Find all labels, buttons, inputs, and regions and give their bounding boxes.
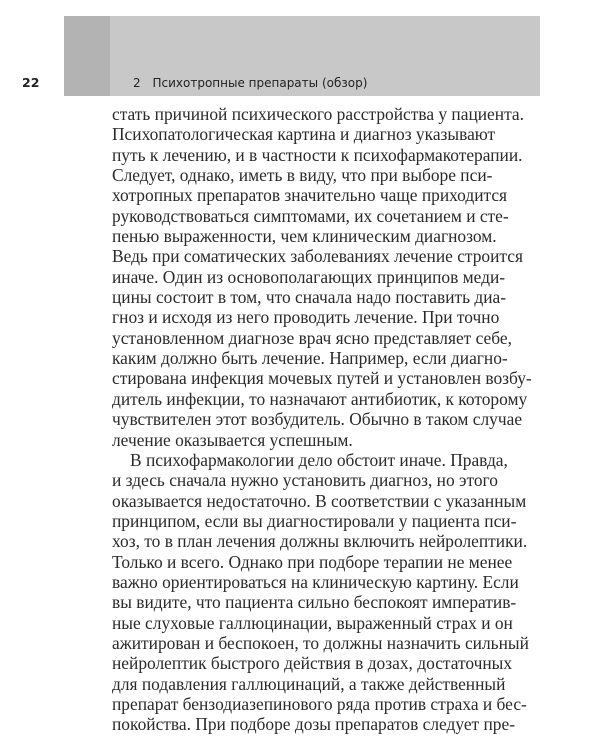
text-line: Только и всего. Однако при подборе терапии не менее [112,551,513,572]
text-line: пенью выраженности, чем клиническим диагнозом. [112,226,497,247]
paragraph-2 [112,449,529,735]
text-line: для подавления галлюцинаций, а также действенный [112,673,506,694]
text-line: Следует, однако, иметь в виду, что при выборе пси- [112,165,493,186]
chapter-number: 2 [133,76,141,90]
text-line: оказывается недостаточно. В соответствии с указанным [112,490,527,511]
text-line: хоз, то в план лечения должны включить нейролептики. [112,531,528,552]
text-line: нейролептик быстрого действия в дозах, достаточных [112,653,513,674]
text-line: хотропных препаратов значительно чаще приходится [112,185,508,206]
text-line: цины состоит в том, что сначала надо поставить диа- [112,287,507,308]
text-line: вы видите, что пациента сильно беспокоят императив- [112,592,517,613]
text-line: гноз и исходя из него проводить лечение. При точно [112,307,500,328]
text-line: препарат бензодиазепинового ряда против страха и бес- [112,693,527,714]
page-number: 22 [22,75,40,90]
text-line: иначе. Один из основополагающих принципов меди- [112,266,506,287]
text-line: установленном диагнозе врач ясно представляет себе, [112,327,512,348]
text-line: Ведь при соматических заболеваниях лечение строится [112,246,523,267]
text-line: руководствоваться симптомами, их сочетанием и сте- [112,205,509,226]
body-text [112,104,532,735]
text-line: покойства. При подборе дозы препаратов следует пре- [112,714,516,735]
text-line: ные слуховые галлюцинации, выраженный страх и он [112,612,513,633]
text-line: стать причиной психического расстройства у пациента. [112,104,524,124]
chapter-title: Психотропные препараты (обзор) [152,76,368,90]
text-line: и здесь сначала нужно установить диагноз, но этого [112,470,498,491]
text-line: Психопатологическая картина и диагноз указывают [112,124,496,145]
text-line: принципом, если вы диагностировали у пациента пси- [112,510,517,531]
text-line: лечение оказывается успешным. [112,429,353,450]
text-line: дитель инфекции, то назначают антибиотик, к которому [112,388,528,409]
paragraph-1 [112,104,532,450]
text-line: стирована инфекция мочевых путей и установлен возбу- [112,368,532,389]
text-line: путь к лечению, и в частности к психофармакотерапии. [112,144,523,165]
text-line: ажитирован и беспокоен, то должны назначить сильный [112,632,529,653]
text-line: важно ориентироваться на клиническую картину. Если [112,571,519,592]
text-line: каким должно быть лечение. Например, если диагно- [112,348,508,369]
header-band-left-block [64,16,110,96]
text-line: чувствителен этот возбудитель. Обычно в таком случае [112,409,523,430]
running-head [133,76,367,90]
text-line: В психофармакологии дело обстоит иначе. Правда, [130,449,508,470]
